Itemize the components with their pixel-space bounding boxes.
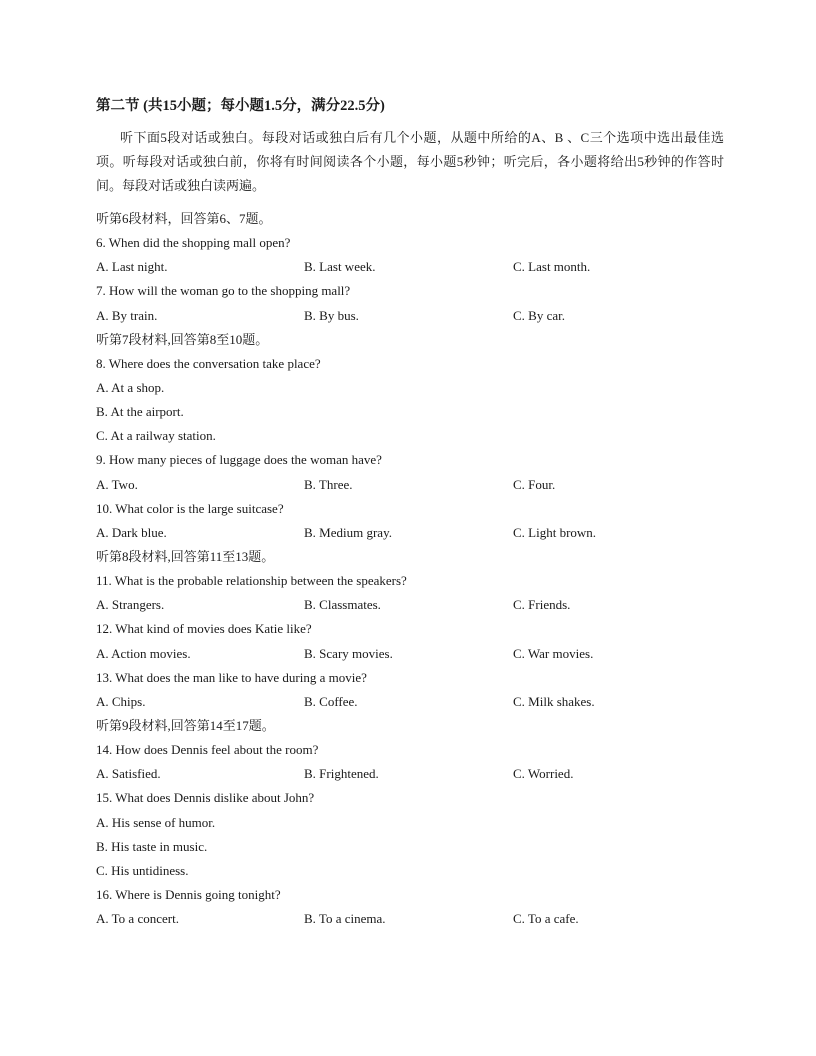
- answer-options-row: [96, 907, 736, 931]
- question-stem: 15. What does Dennis dislike about John?: [96, 790, 315, 806]
- question-stem: 14. How does Dennis feel about the room?: [96, 742, 319, 758]
- answer-options-row: [96, 521, 736, 545]
- question-stem: 16. Where is Dennis going tonight?: [96, 886, 281, 902]
- option-a: A. To a concert.: [96, 911, 179, 927]
- answer-options-row: [96, 304, 736, 328]
- answer-option: C. His untidiness.: [96, 862, 189, 878]
- answer-option: B. At the airport.: [96, 404, 184, 420]
- question-stem: 11. What is the probable relationship between the speakers?: [96, 573, 407, 589]
- option-b: B. Last week.: [304, 259, 376, 275]
- option-c: C. To a cafe.: [513, 911, 579, 927]
- question-stem: 7. How will the woman go to the shopping mall?: [96, 283, 351, 299]
- answer-option: B. His taste in music.: [96, 838, 208, 854]
- option-c: C. Milk shakes.: [513, 693, 595, 709]
- question-stem: 8. Where does the conversation take place?: [96, 355, 321, 371]
- answer-options-row: [96, 593, 736, 617]
- answer-options-row: [96, 762, 736, 786]
- option-b: B. Coffee.: [304, 693, 358, 709]
- option-a: A. Strangers.: [96, 597, 165, 613]
- section-heading: 第二节 (共15小题；每小题1.5分，满分22.5分): [96, 98, 385, 114]
- answer-options-row: [96, 255, 736, 279]
- passage-instruction: 听第6段材料，回答第6、7题。: [96, 211, 272, 226]
- section-instructions: 听下面5段对话或独白。每段对话或独白后有几个小题，从题中所给的A、B 、C三个选项中选出最佳选项。听每段对话或独白前，你将有时间阅读各个小题，每小题5秒钟；听完后，各小题将给出5秒钟的作答时间。每段对话或独白读两遍。: [96, 130, 724, 193]
- option-b: B. Classmates.: [304, 597, 381, 613]
- option-c: C. By car.: [513, 307, 565, 323]
- answer-options-row: [96, 473, 736, 497]
- option-a: A. Two.: [96, 476, 138, 492]
- answer-option: A. At a shop.: [96, 379, 165, 395]
- option-c: C. Light brown.: [513, 524, 597, 540]
- option-c: C. Worried.: [513, 766, 574, 782]
- option-a: A. Action movies.: [96, 645, 191, 661]
- question-stem: 12. What kind of movies does Katie like?: [96, 621, 312, 637]
- option-a: A. Satisfied.: [96, 766, 161, 782]
- passage-instruction: 听第9段材料,回答第14至17题。: [96, 717, 275, 733]
- option-b: B. Medium gray.: [304, 524, 392, 540]
- option-a: A. Chips.: [96, 693, 146, 709]
- answer-options-row: [96, 690, 736, 714]
- option-a: A. Last night.: [96, 259, 168, 275]
- option-c: C. Four.: [513, 476, 556, 492]
- option-a: A. By train.: [96, 307, 158, 323]
- option-c: C. Friends.: [513, 597, 571, 613]
- option-b: B. Frightened.: [304, 766, 379, 782]
- option-a: A. Dark blue.: [96, 524, 167, 540]
- passage-instruction: 听第7段材料,回答第8至10题。: [96, 331, 269, 347]
- option-b: B. To a cinema.: [304, 911, 386, 927]
- question-stem: 13. What does the man like to have during a movie?: [96, 669, 367, 685]
- question-list: [96, 207, 736, 931]
- option-b: B. Scary movies.: [304, 645, 393, 661]
- option-b: B. By bus.: [304, 307, 359, 323]
- question-stem: 10. What color is the large suitcase?: [96, 500, 284, 516]
- question-stem: 9. How many pieces of luggage does the woman have?: [96, 452, 382, 468]
- option-b: B. Three.: [304, 476, 353, 492]
- answer-options-row: [96, 642, 736, 666]
- question-stem: 6. When did the shopping mall open?: [96, 235, 291, 251]
- option-c: C. War movies.: [513, 645, 594, 661]
- answer-option: A. His sense of humor.: [96, 814, 216, 830]
- answer-option: C. At a railway station.: [96, 428, 216, 444]
- passage-instruction: 听第8段材料,回答第11至13题。: [96, 548, 275, 564]
- option-c: C. Last month.: [513, 259, 591, 275]
